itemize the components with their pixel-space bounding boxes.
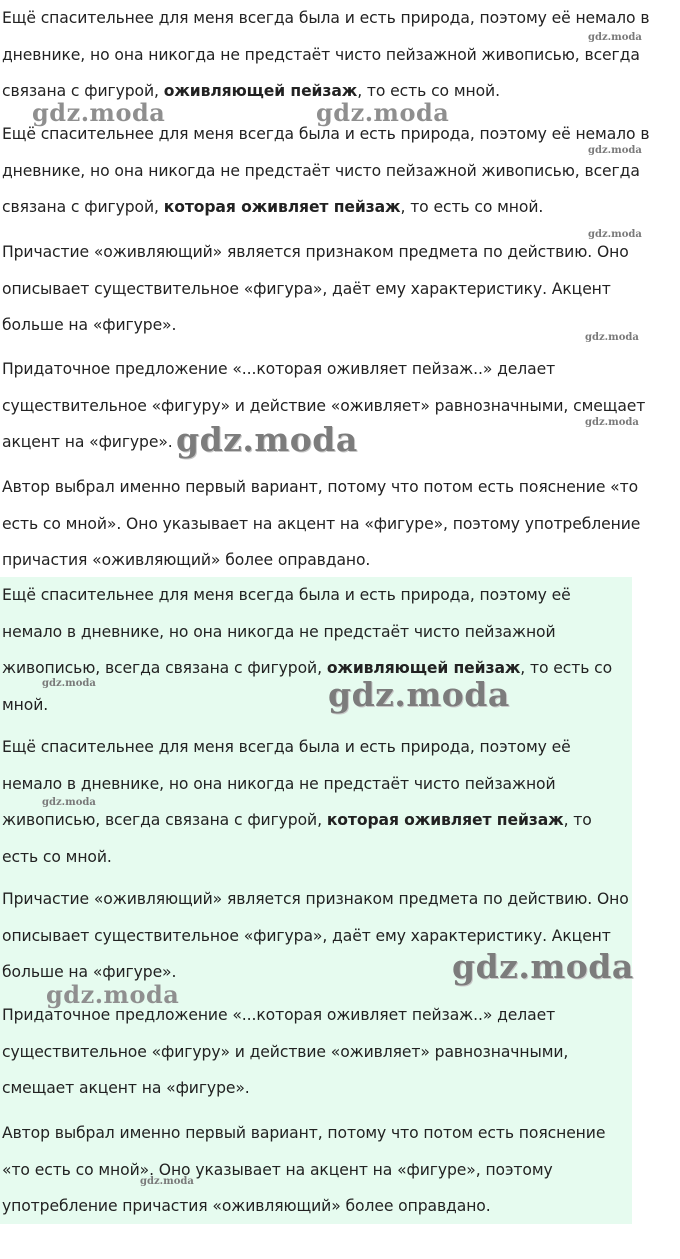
paragraph-conclusion: Автор выбрал именно первый вариант, потому что потом есть пояснение «то есть со мной». Оно указывает на акцент на «фигуре», поэтому употребление причастия «оживляющий» более оправдано. — [2, 1124, 606, 1215]
paragraph-conclusion: Автор выбрал именно первый вариант, потому что потом есть пояснение «то есть со мной». Оно указывает на акцент на «фигуре», поэтому употребление причастия «оживляющий» более оправдано. — [2, 478, 641, 569]
watermark-logo: gdz.moda — [42, 678, 96, 689]
watermark-logo: gdz.moda — [585, 417, 639, 428]
paragraph-participle-version: Ещё спасительнее для меня всегда была и есть природа, поэтому её немало в дневнике, но она никогда не предстаёт чисто пейзажной живописью, всегда связана с фигурой, оживляющей пейзаж, то есть со мной. — [2, 9, 650, 100]
bold-phrase: оживляющей пейзаж — [326, 659, 521, 677]
bold-phrase: которая оживляет пейзаж — [326, 811, 564, 829]
paragraph-participle-version: Ещё спасительнее для меня всегда была и есть природа, поэтому её немало в дневнике, но она никогда не предстаёт чисто пейзажной живописью, всегда связана с фигурой, оживляющей пейзаж, то есть со мной. — [2, 586, 613, 714]
paragraph-clause-version: Ещё спасительнее для меня всегда была и есть природа, поэтому её немало в дневнике, но она никогда не предстаёт чисто пейзажной живописью, всегда связана с фигурой, которая оживляет пейзаж, то есть со мной. — [2, 125, 650, 216]
answer-section-highlighted — [0, 577, 632, 1224]
watermark-logo: gdz.moda — [588, 145, 642, 156]
bold-phrase: оживляющей пейзаж — [163, 82, 358, 100]
paragraph-clause-version: Ещё спасительнее для меня всегда была и есть природа, поэтому её немало в дневнике, но она никогда не предстаёт чисто пейзажной живописью, всегда связана с фигурой, которая оживляет пейзаж, то есть со мной. — [2, 738, 592, 866]
paragraph-clause-explanation: Придаточное предложение «...которая оживляет пейзаж..» делает существительное «фигуру» и действие «оживляет» равнозначными, смещает акцент на «фигуре». — [2, 360, 646, 451]
watermark-logo: gdz.moda — [46, 980, 180, 1009]
paragraph-clause-explanation: Придаточное предложение «...которая оживляет пейзаж..» делает существительное «фигуру» и действие «оживляет» равнозначными, смещает акцент на «фигуре». — [2, 1006, 569, 1097]
paragraph-participle-explanation: Причастие «оживляющий» является признаком предмета по действию. Оно описывает существительное «фигура», даёт ему характеристику. Акцент больше на «фигуре». — [2, 243, 629, 334]
watermark-logo: gdz.moda — [452, 947, 634, 986]
watermark-logo: gdz.moda — [588, 229, 642, 240]
watermark-logo: gdz.moda — [140, 1176, 194, 1187]
watermark-logo: gdz.moda — [42, 797, 96, 808]
watermark-logo: gdz.moda — [585, 332, 639, 343]
watermark-logo: gdz.moda — [176, 420, 358, 459]
paragraph-participle-explanation: Причастие «оживляющий» является признаком предмета по действию. Оно описывает существительное «фигура», даёт ему характеристику. Акцент больше на «фигуре». — [2, 890, 629, 981]
bold-phrase: которая оживляет пейзаж — [163, 198, 401, 216]
watermark-logo: gdz.moda — [32, 98, 166, 127]
watermark-logo: gdz.moda — [328, 675, 510, 714]
watermark-logo: gdz.moda — [588, 32, 642, 43]
watermark-logo: gdz.moda — [316, 98, 450, 127]
